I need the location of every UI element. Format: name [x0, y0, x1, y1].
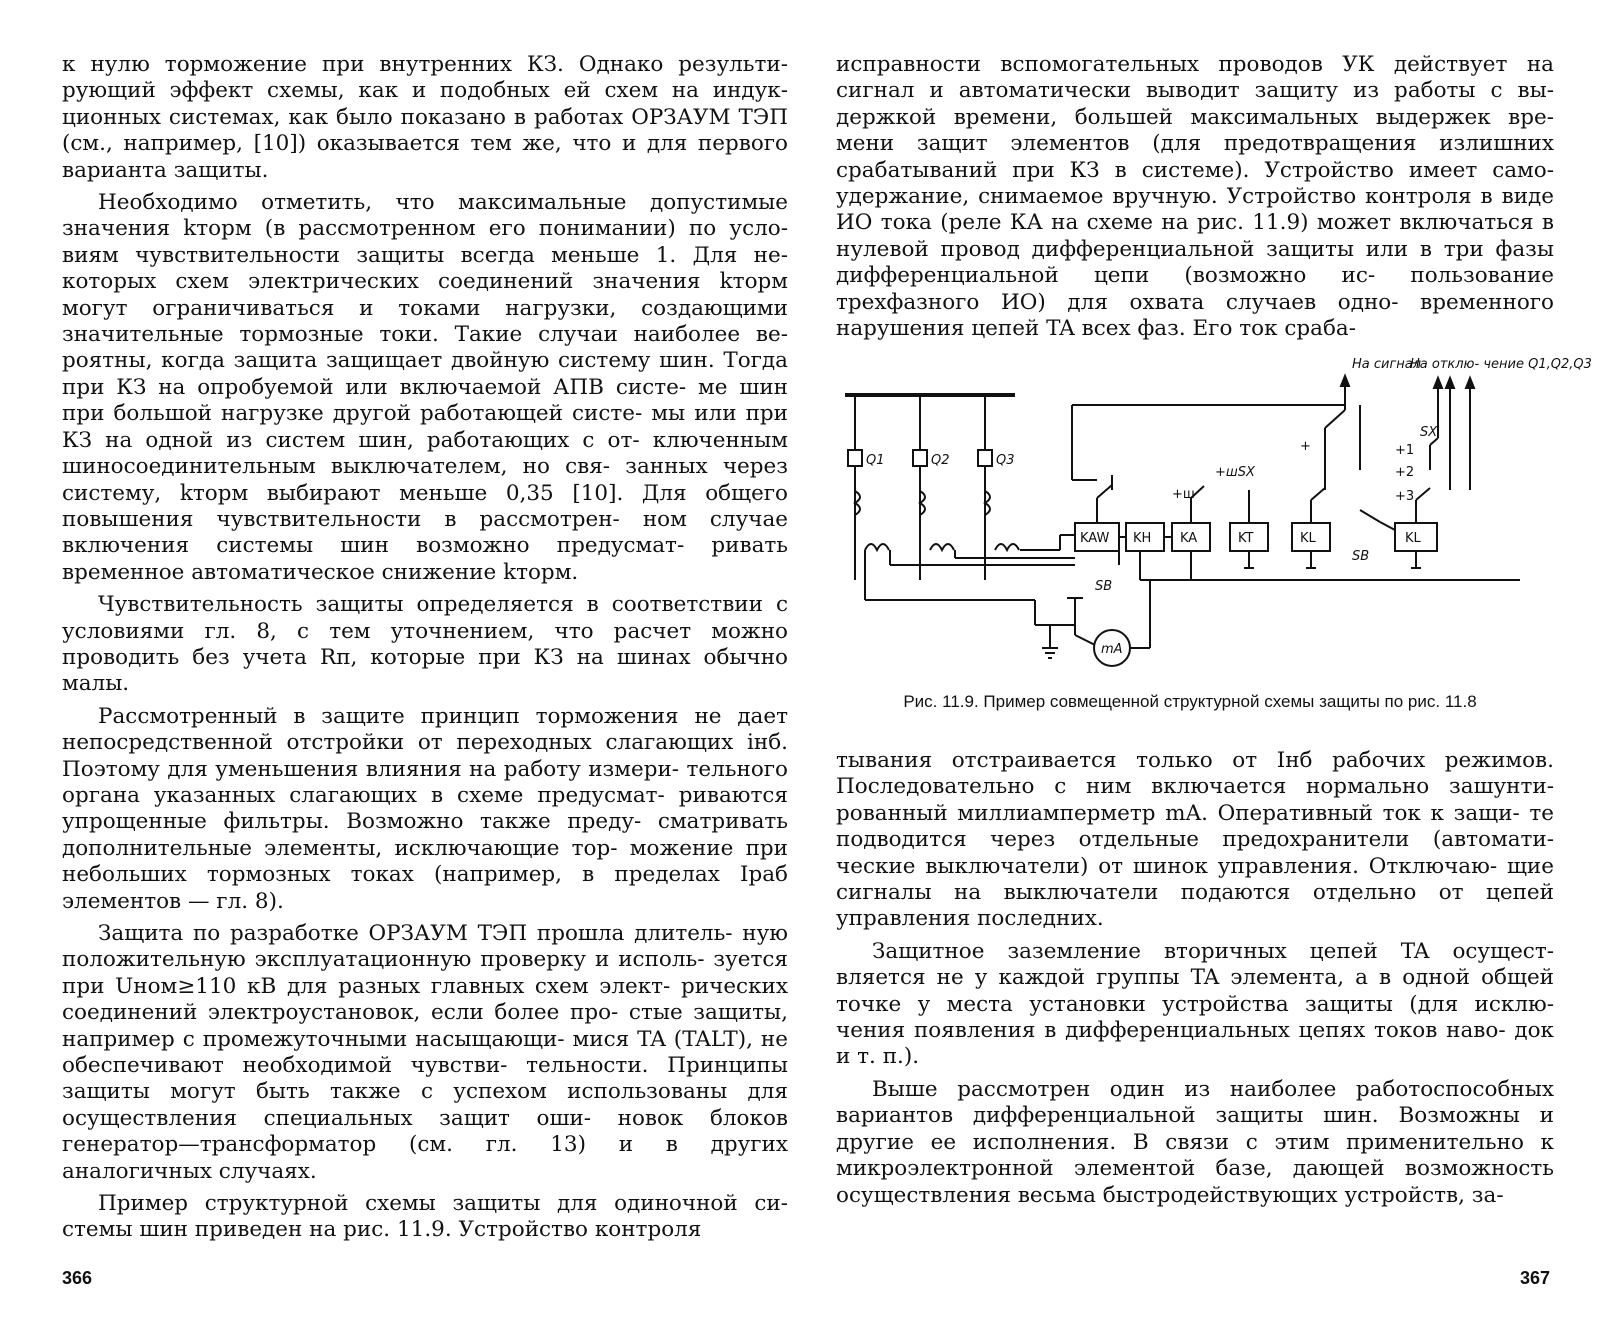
label-sb-2: SB — [1352, 549, 1370, 564]
label-plus: + — [1300, 439, 1311, 454]
page-number: 367 — [1520, 1268, 1551, 1288]
paragraph: Защитное заземление вторичных цепей TA осущест- вляется не у каждой группы TA элемента, а в одной общей точке у места установки устройства защиты (для исклю- чения появления в дифференциальных цепях токов наво- док и т. п.). — [836, 938, 1554, 1070]
label-kaw: KAW — [1080, 531, 1110, 546]
label-plus-1: +1 — [1395, 443, 1415, 458]
paragraph: тывания отстраивается только от Iнб рабочих режимов. Последовательно с ним включается нормально зашунти- рованный миллиамперметр mA. Оперативный ток к защи- те подводится через отдельные предохранители (автомати- ческие выключатели) от шинок управления. Отключаю- щие сигналы на выключатели подаются отдельно от цепей управления последних. — [836, 748, 1554, 932]
paragraph: к нулю торможение при внутренних КЗ. Однако результи- рующий эффект схемы, как и подобных ей схем на индук- ционных системах, как было показано в работах ОРЗАУМ ТЭП (см., например, [10]) оказывается тем же, что и для первого варианта защиты. — [62, 52, 788, 183]
right-page — [800, 0, 1600, 1327]
left-page-text — [62, 52, 788, 1244]
label-sx: SX — [1420, 425, 1438, 440]
label-q1: Q1 — [866, 453, 885, 468]
page-number: 366 — [62, 1268, 93, 1288]
paragraph: исправности вспомогательных проводов УК действует на сигнал и автоматически выводит защиту из работы с вы- держкой времени, большей максимальных выдержек вре- мени защит элементов (для предотвращения излишних срабатываний при КЗ в системе). Устройство имеет само- удержание, снимаемое вручную. Устройство контроля в виде ИО тока (реле КА на схеме на рис. 11.9) может включаться в нулевой провод дифференциальной защиты или в три фазы дифференциальной цепи (возможно ис- пользование трехфазного ИО) для охвата случаев одно- временного нарушения цепей TA всех фаз. Его ток сраба- — [836, 52, 1554, 342]
paragraph: Выше рассмотрен один из наиболее работоспособных вариантов дифференциальной защиты шин. Возможны и другие ее исполнения. В связи с этим применительно к микроэлектронной элементой базе, дающей возможность осуществления весьма быстродействующих устройств, за- — [836, 1076, 1554, 1208]
label-ka: KA — [1180, 531, 1198, 546]
paragraph: Защита по разработке ОРЗАУМ ТЭП прошла длитель- ную положительную эксплуатационную проверку и исполь- зуется при Uном≥110 кВ для разных главных схем элект- рических соединений электроустановок, если более про- стые защиты, например с промежуточными насыщающи- мися TA (TALT), не обеспечивают необходимой чувстви- тельности. Принципы защиты могут быть также с успехом использованы для осуществления специальных защит оши- новок блоков генератор—трансформатор (см. гл. 13) и в других аналогичных случаях. — [62, 921, 788, 1184]
label-kl-2: KL — [1405, 531, 1421, 546]
label-plus-3: +3 — [1395, 489, 1415, 504]
figure-caption: Рис. 11.9. Пример совмещенной структурной схемы защиты по рис. 11.8 — [903, 692, 1477, 711]
label-kl-1: KL — [1300, 531, 1316, 546]
paragraph: Необходимо отметить, что максимальные допустимые значения kторм (в рассмотренном его понимании) по усло- виям чувствительности защиты всегда меньше 1. Для не- которых схем электрических соединений значения kторм могут ограничиваться и токами нагрузки, создающими значительные тормозные токи. Такие случаи наиболее ве- роятны, когда защита защищает двойную систему шин. Тогда при КЗ на опробуемой или включаемой АПВ систе- ме шин при большой нагрузке другой работающей систе- мы или при КЗ на одной из систем шин, работающих с от- ключенным шиносоединительным выключателем, но свя- занных через систему, kторм выбирают меньше 0,35 [10]. Для общего повышения чувствительности в рассмотрен- ном случае включения системы шин возможно предусмат- ривать временное автоматическое снижение kторм. — [62, 190, 788, 585]
label-q3: Q3 — [996, 453, 1015, 468]
paragraph: Чувствительность защиты определяется в соответствии с условиями гл. 8, с тем уточнением, что расчет можно проводить без учета Rп, которые при КЗ на шинах обычно малы. — [62, 592, 788, 697]
label-kh: KH — [1133, 531, 1152, 546]
paragraph: Рассмотренный в защите принцип торможения не дает непосредственной отстройки от переходных слагающих iнб. Поэтому для уменьшения влияния на работу измери- тельного органа указанных слагающих в схеме предусмат- риваются упрощенные фильтры. Возможно также преду- сматривать дополнительные элементы, исключающие тор- можение при небольших тормозных токах (например, в пределах Iраб элементов — гл. 8). — [62, 703, 788, 914]
label-ma: mA — [1101, 642, 1123, 657]
label-plus-sh: +ш — [1172, 487, 1195, 502]
label-to-signal: На сигнал — [1352, 357, 1422, 372]
label-kt: KT — [1238, 531, 1254, 546]
right-page-bottom-text — [836, 748, 1554, 1209]
label-sb: SB — [1095, 579, 1113, 594]
label-to-trip: На отклю- чение Q1,Q2,Q3 — [1410, 357, 1592, 372]
right-page-top-text — [836, 52, 1554, 342]
label-plus-2: +2 — [1395, 465, 1415, 480]
circuit-diagram — [820, 350, 1592, 690]
label-shsx: +шSX — [1215, 465, 1255, 480]
paragraph: Пример структурной схемы защиты для одиночной си- стемы шин приведен на рис. 11.9. Устройство контроля — [62, 1191, 788, 1243]
label-q2: Q2 — [931, 453, 950, 468]
